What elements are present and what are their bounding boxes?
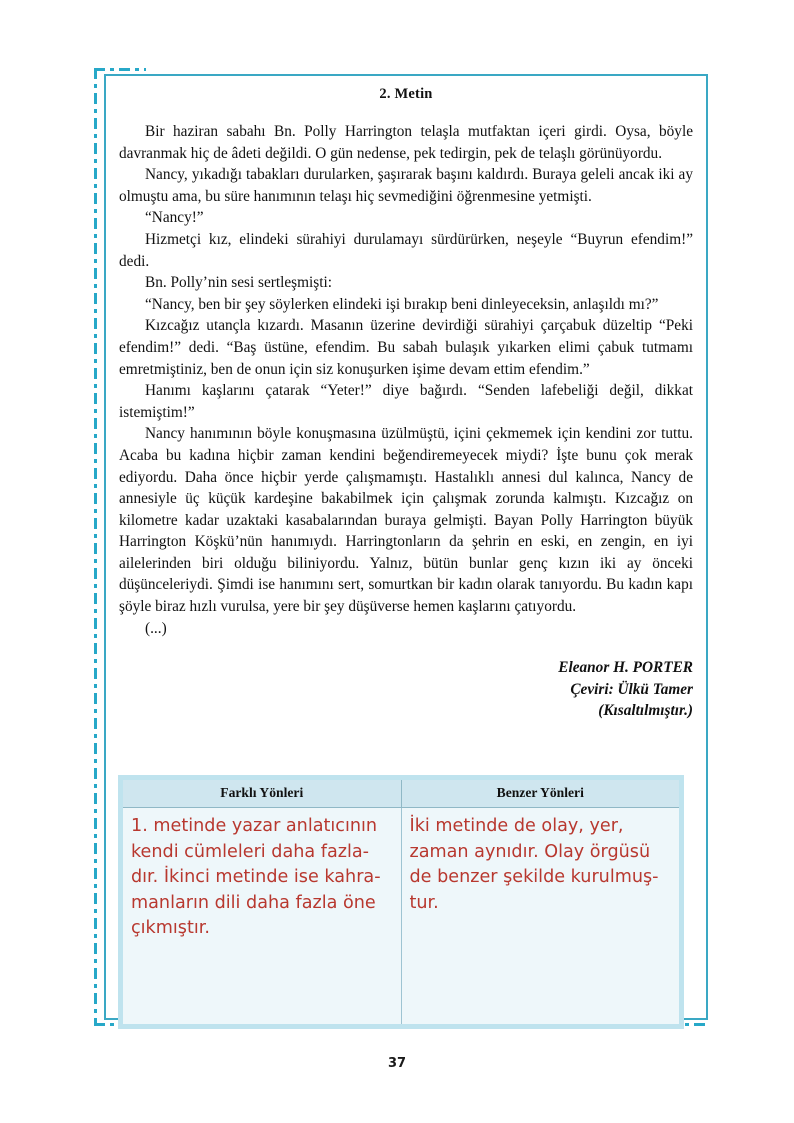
paragraph-3: “Nancy!” [145, 209, 204, 227]
table-header-different: Farklı Yönleri [121, 778, 402, 808]
table-cell-similar[interactable] [401, 808, 682, 1027]
paragraph-8: Hanımı kaşlarını çatarak “Yeter!” diye bağırdı. “Senden lafebeliği değil, dikkat istemiştim!” [119, 382, 693, 421]
table-cell-different[interactable] [121, 808, 402, 1027]
text-content-area [119, 86, 693, 722]
paragraph-2: Nancy, yıkadığı tabakları durularken, şaşırarak başını kaldırdı. Buraya geleli ancak iki ay olmuştu ama, bu süre hanımının telaşı hiç sevmediğini öğrenmesine yetmişti. [119, 166, 693, 205]
paragraph-4: Hizmetçi kız, elindeki sürahiyi durulamayı sürdürürken, neşeyle “Buyrun efendim!” dedi. [119, 230, 693, 270]
comparison-table [118, 775, 684, 1029]
paragraph-9: Nancy hanımının böyle konuşmasına üzülmüştü, içini çekmemek için kendini zor tuttu. Acaba bu kadına hiçbir zaman kendini beğendiremeyecek miydi? İşte bunu çok merak ediyordu. Daha önce hiçbir yerde çalışmamıştı. Hastalıklı annesi dul kalınca, Nancy de annesiyle üç küçük kardeşine bakabilmek için çalışmak zorunda kalmıştı. Kızcağız on kilometre kadar uzaktaki kasabalarından buraya gelmişti. Bayan Polly Harrington büyük Harrington Köşkü’nün hanımıydı. Harringtonların da şehrin en eski, en zengin, en iyi ailelerinden biri olduğu biliniyordu. Yalnız, bütün bunlar genç kızın iki ay önceki düşünceleriydi. Şimdi ise hanımını sert, somurtkan bir kadın olarak tanıyordu. Bu kadın kapı şöyle biraz hızlı vurulsa, yere bir şey düşüverse hemen kaşlarını çatıyordu. [119, 425, 693, 616]
attribution-author: Eleanor H. PORTER [558, 659, 693, 677]
table-header-similar: Benzer Yönleri [401, 778, 682, 808]
dashdot-border-left [94, 68, 97, 1026]
table-row [121, 808, 682, 1027]
paragraph-1: Bir haziran sabahı Bn. Polly Harrington telaşla mutfaktan içeri girdi. Oysa, böyle davranmak hiç de âdeti değildi. O gün nedense, pek tedirgin, pek de telaşlı görünüyordu. [119, 123, 693, 162]
paragraph-5: Bn. Polly’nin sesi sertleşmişti: [145, 274, 332, 292]
page-number: 37 [387, 1056, 407, 1071]
comparison-table-container [118, 775, 684, 1029]
handwritten-answer-similar: İki metinde de olay, yer, zaman aynıdır. Olay örgüsü de benzer şekilde kurulmuş-tur. [409, 816, 659, 913]
paragraph-6: “Nancy, ben bir şey söylerken elindeki işi bırakıp beni dinleyeceksin, anlaşıldı mı?” [145, 295, 659, 313]
page-title: 2. Metin [379, 86, 433, 102]
attribution-block [119, 657, 693, 722]
table-header-row [121, 778, 682, 808]
handwritten-answer-different: 1. metinde yazar anlatıcının kendi cümleleri daha fazla-dır. İkinci metinde ise kahra-manların dili daha fazla öne çıkmıştır. [131, 816, 381, 938]
paragraph-7: Kızcağız utançla kızardı. Masanın üzerine devirdiği sürahiyi çarçabuk düzeltip “Peki efendim!” dedi. “Baş üstüne, efendim. Bu sabah bulaşık yıkarken elimi çabuk tutmamı emretmiştiniz, ben de onun için siz konuşurken işime devam ettim efendim.” [119, 317, 693, 378]
dashdot-border-top-stub [94, 68, 146, 71]
paragraph-ellipsis: (...) [145, 619, 167, 637]
attribution-translator: Çeviri: Ülkü Tamer [570, 680, 693, 698]
attribution-note: (Kısaltılmıştır.) [598, 702, 693, 720]
